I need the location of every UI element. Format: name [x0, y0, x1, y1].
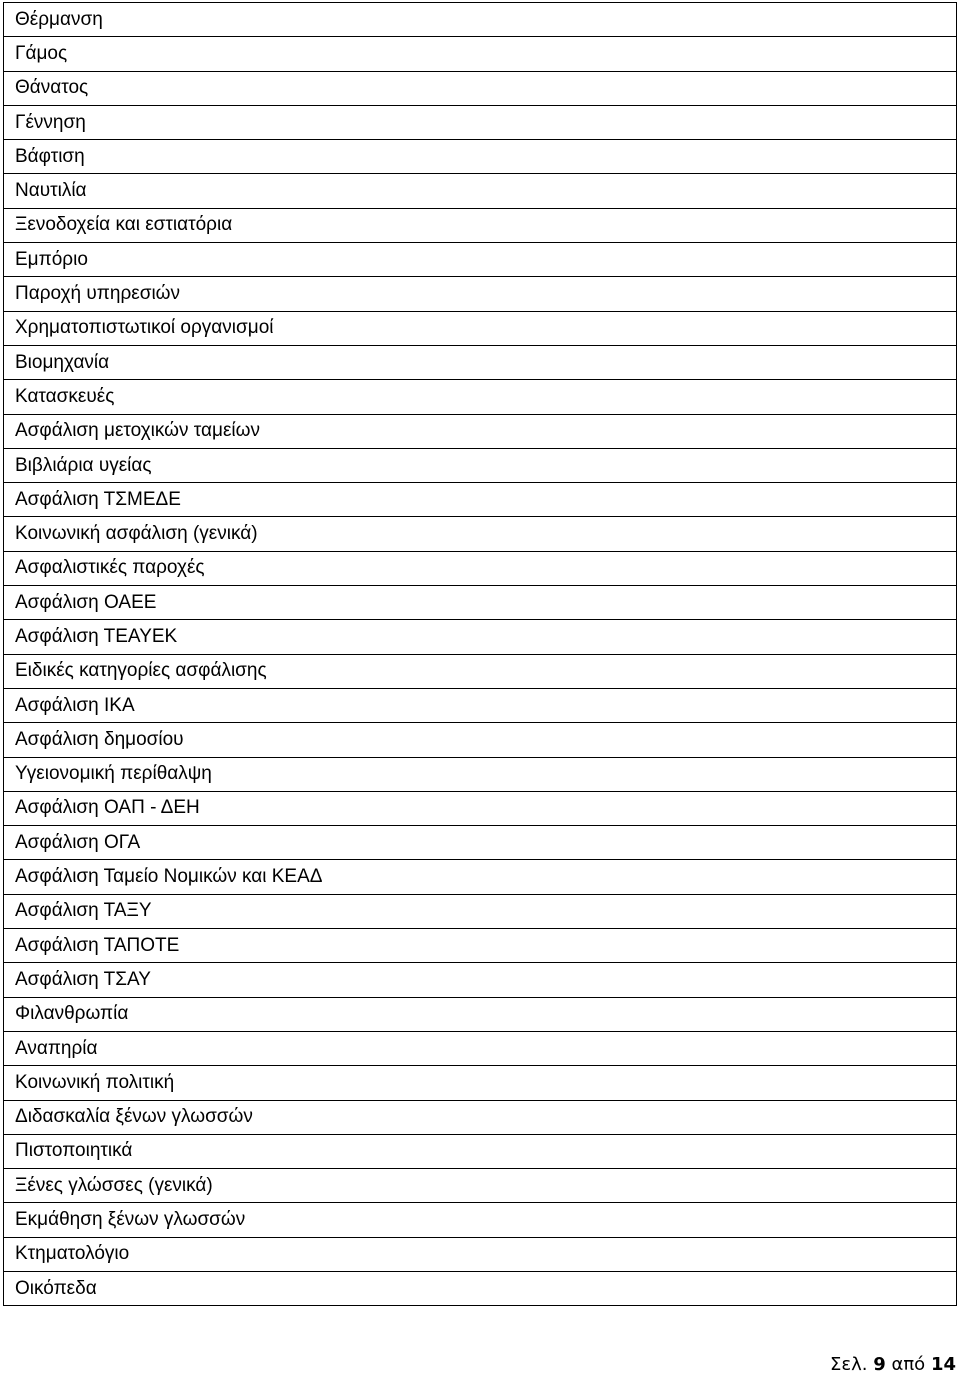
table-row: [4, 963, 957, 997]
table-cell: Ασφάλιση ΤΑΞΥ: [4, 894, 957, 928]
table-cell: Ασφάλιση ΤΑΠΟΤΕ: [4, 929, 957, 963]
table-cell: Γάμος: [4, 37, 957, 71]
table-cell: Ασφάλιση ΤΣΑΥ: [4, 963, 957, 997]
page-separator: από: [891, 1354, 926, 1375]
table-cell: Υγειονομική περίθαλψη: [4, 757, 957, 791]
table-cell: Οικόπεδα: [4, 1271, 957, 1305]
table-cell: Εκμάθηση ξένων γλωσσών: [4, 1203, 957, 1237]
table-row: [4, 1203, 957, 1237]
category-table: [3, 2, 957, 1306]
table-row: [4, 654, 957, 688]
table-cell: Κτηματολόγιο: [4, 1237, 957, 1271]
table-cell: Γέννηση: [4, 105, 957, 139]
table-row: [4, 3, 957, 37]
table-cell: Εμπόριο: [4, 243, 957, 277]
table-cell: Ασφάλιση ΤΣΜΕΔΕ: [4, 483, 957, 517]
table-row: [4, 277, 957, 311]
table-cell: Βάφτιση: [4, 140, 957, 174]
table-row: [4, 37, 957, 71]
table-row: [4, 345, 957, 379]
table-cell: Ασφάλιση δημοσίου: [4, 723, 957, 757]
table-cell: Φιλανθρωπία: [4, 997, 957, 1031]
table-row: [4, 140, 957, 174]
table-row: [4, 414, 957, 448]
table-cell: Ναυτιλία: [4, 174, 957, 208]
table-row: [4, 791, 957, 825]
page-prefix: Σελ.: [830, 1354, 868, 1375]
table-row: [4, 517, 957, 551]
table-row: [4, 929, 957, 963]
table-cell: Ασφάλιση ΟΑΕΕ: [4, 586, 957, 620]
table-cell: Θέρμανση: [4, 3, 957, 37]
table-cell: Κοινωνική ασφάλιση (γενικά): [4, 517, 957, 551]
table-row: [4, 448, 957, 482]
table-row: [4, 71, 957, 105]
table-row: [4, 243, 957, 277]
table-cell: Θάνατος: [4, 71, 957, 105]
table-cell: Χρηματοπιστωτικοί οργανισμοί: [4, 311, 957, 345]
table-row: [4, 688, 957, 722]
table-cell: Ειδικές κατηγορίες ασφάλισης: [4, 654, 957, 688]
table-cell: Βιομηχανία: [4, 345, 957, 379]
table-cell: Κατασκευές: [4, 380, 957, 414]
table-row: [4, 1134, 957, 1168]
table-row: [4, 311, 957, 345]
table-cell: Ασφάλιση ΙΚΑ: [4, 688, 957, 722]
table-row: [4, 620, 957, 654]
table-row: [4, 826, 957, 860]
table-cell: Ασφάλιση ΤΕΑΥΕΚ: [4, 620, 957, 654]
table-cell: Ασφάλιση Ταμείο Νομικών και ΚΕΑΔ: [4, 860, 957, 894]
table-row: [4, 551, 957, 585]
table-cell: Ξένες γλώσσες (γενικά): [4, 1169, 957, 1203]
page-number: [830, 1355, 956, 1375]
total-pages: 14: [930, 1354, 956, 1375]
table-row: [4, 1237, 957, 1271]
table-row: [4, 586, 957, 620]
table-cell: Κοινωνική πολιτική: [4, 1066, 957, 1100]
current-page: 9: [873, 1354, 886, 1375]
table-cell: Ξενοδοχεία και εστιατόρια: [4, 208, 957, 242]
table-cell: Ασφάλιση μετοχικών ταμείων: [4, 414, 957, 448]
table-row: [4, 860, 957, 894]
table-cell: Ασφάλιση ΟΑΠ - ΔΕΗ: [4, 791, 957, 825]
table-row: [4, 1100, 957, 1134]
table-cell: Ασφάλιση ΟΓΑ: [4, 826, 957, 860]
table-body: [4, 3, 957, 1306]
table-cell: Διδασκαλία ξένων γλωσσών: [4, 1100, 957, 1134]
table-row: [4, 1271, 957, 1305]
table-cell: Παροχή υπηρεσιών: [4, 277, 957, 311]
table-row: [4, 723, 957, 757]
table-row: [4, 208, 957, 242]
table-row: [4, 380, 957, 414]
table-row: [4, 174, 957, 208]
table-row: [4, 1031, 957, 1065]
table-row: [4, 1169, 957, 1203]
table-row: [4, 894, 957, 928]
table-row: [4, 997, 957, 1031]
table-row: [4, 1066, 957, 1100]
table-row: [4, 757, 957, 791]
table-cell: Βιβλιάρια υγείας: [4, 448, 957, 482]
table-cell: Ασφαλιστικές παροχές: [4, 551, 957, 585]
table-cell: Πιστοποιητικά: [4, 1134, 957, 1168]
table-row: [4, 105, 957, 139]
table-cell: Αναπηρία: [4, 1031, 957, 1065]
table-row: [4, 483, 957, 517]
